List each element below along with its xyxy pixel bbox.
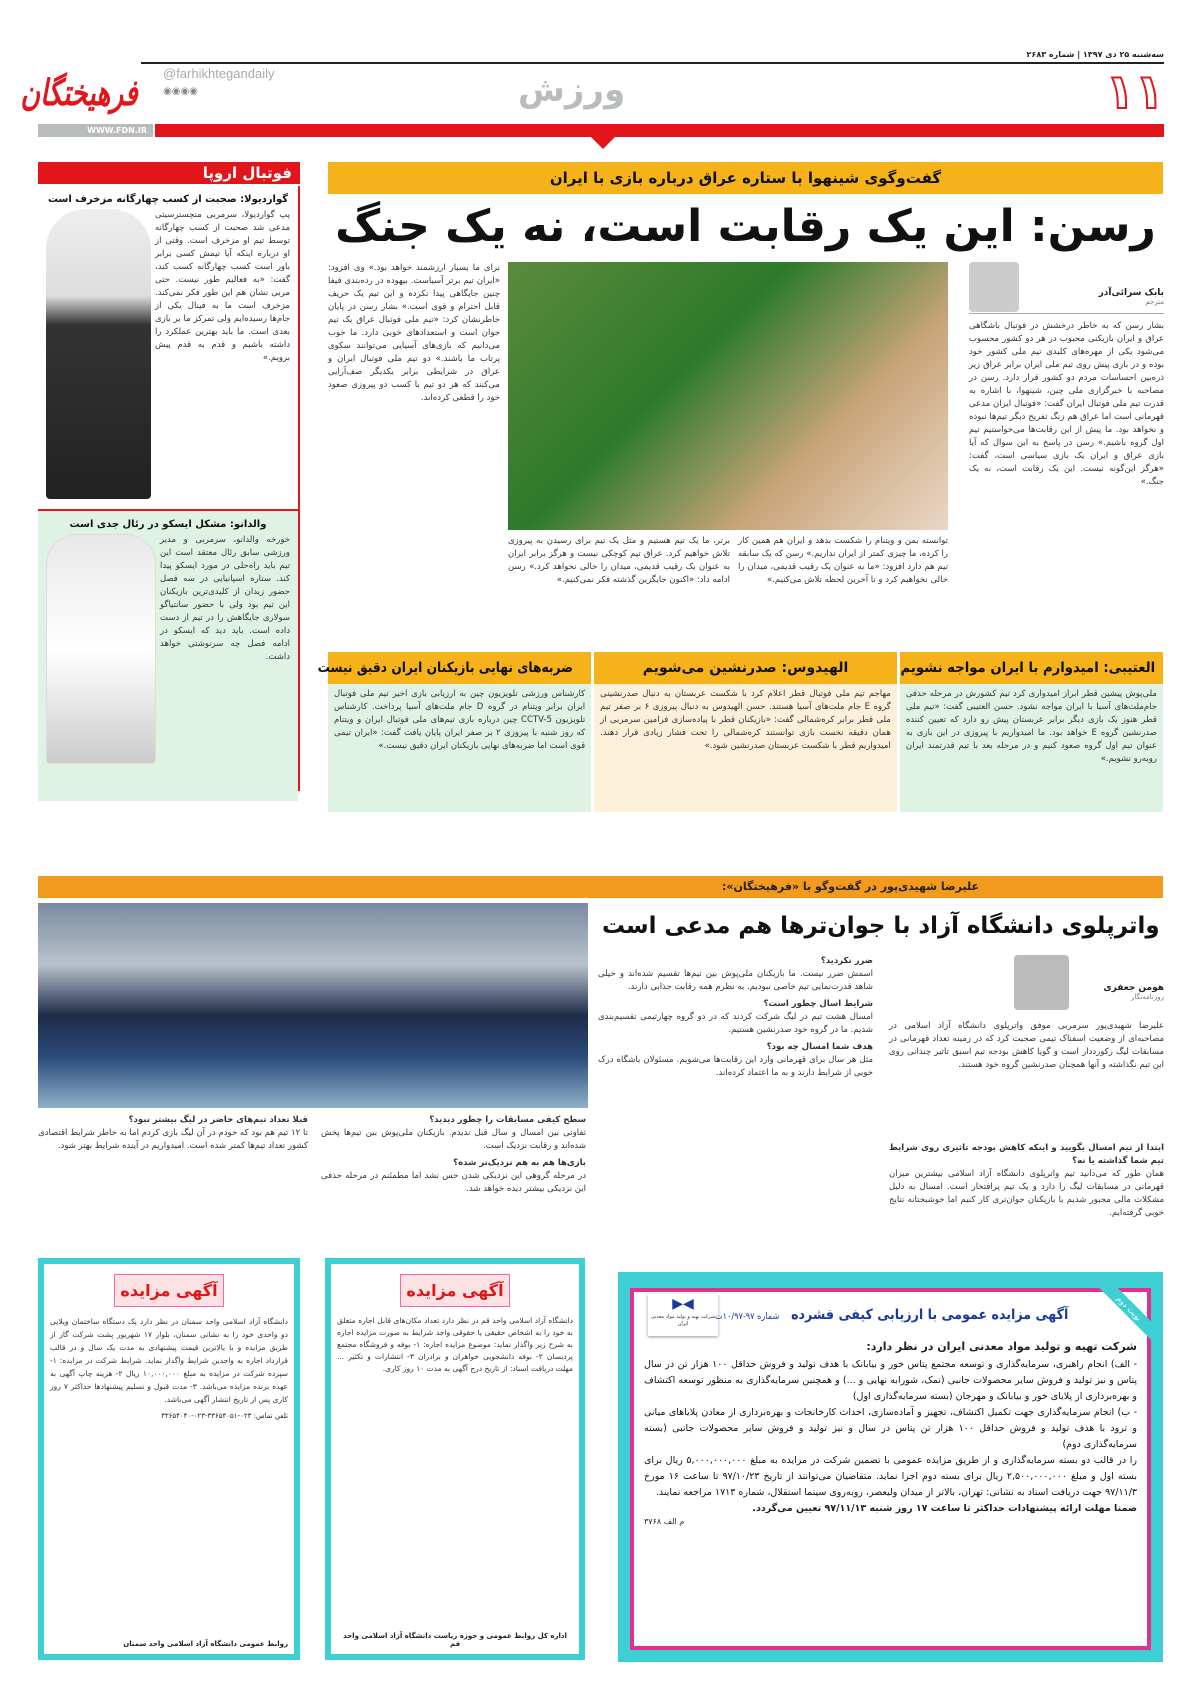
box-title-text: ضربه‌های نهایی بازیکنان ایران دقیق نیست	[317, 660, 573, 676]
main-col2: توانسته بمن و ویتنام را شکست بدهد و ایران هم همین کار را کرده، ما چیزی کمتر از ایران نداریم.» رسن که یک سابقه تیم هم دارد افزود: «ما به عنوان یک رقیب قدیمی، میدان را خالی نخواهیم کرد و تا آخرین لحظه تلاش می‌کنیم.»	[738, 536, 948, 585]
ad-title: آگهی مزایده	[114, 1274, 224, 1307]
ad-clause-b: - ب) انجام سرمایه‌گذاری جهت تکمیل اکتشاف، تجهیز و آماده‌سازی، احداث کارخانجات و بهره‌برداری از معادن پلایاهای میانی و ترود با هدف تولید و فروش حداقل ۱۰۰ هزار تن پتاس در سال و نیز تولید و فروش سایر محصولات جانبی (بسته سرمایه‌گذاری دوم)	[644, 1407, 1138, 1450]
europe-item1-body: پپ گواردیولا، سرمربی منچسترسیتی مدعی شد صحبت از کسب چهارگانه توسط تیم او مزخرف است. وقتی از او درباره اینکه آیا تیمش کسی برابر باور است کسب چهارگانه کسب کند، گفت: «به فعالیم طور نیست. حتی مربی نشان هم این طور فکر نمی‌کند. مزخرف است ما به فینال یکی از جام‌ها رسیده‌ایم ولی تمرکز ما بر بازی بعدی است. ما باید بهترین عملکرد را داشته باشیم و قدم به قدم پیش برویم.»	[155, 210, 290, 363]
box-hidous	[594, 652, 897, 812]
main-kicker: گفت‌وگوی شینهوا با ستاره عراق درباره بازی با ایران	[549, 169, 942, 187]
main-headline	[328, 198, 1163, 256]
answer: همان طور که می‌دانید تیم واترپلوی دانشگاه آزاد اسلامی بیشترین میزان قهرمانی در مسابقات لیگ را دارد و یک تیم پرافتخار است. امسال به دلیل مشکلات مالی مجبور شدیم با بازیکنان جوان‌تری کار کنیم اما خوشبختانه نتایج خوبی گرفته‌ایم.	[889, 1169, 1164, 1218]
issue-date: سه‌شنبه ۲۵ دی ۱۳۹۷ | شماره ۲۶۸۳	[1026, 50, 1164, 59]
ad-org: شرکت تهیه و تولید مواد معدنی ایران	[650, 1314, 716, 1327]
logo-text: فرهیختگان	[20, 72, 138, 114]
website[interactable]: WWW.FDN.IR	[87, 126, 147, 135]
europe-item2-body: خورخه والدانو، سرمربی و مدیر ورزشی سابق رئال معتقد است این تیم باید راه‌حلی در مورد ایسکو پیدا کند. ستاره اسپانیایی در سه فصل حضور زیدان از کلیدی‌ترین بازیکنان این تیم بود ولی با حضور سانتیاگو سولاری جایگاهش را در تیم از دست داده است. باید دید که ایسکو در ادامه فصل چه سرنوشتی خواهد داشت.	[160, 535, 290, 662]
ad-deadline: ضمنا مهلت ارائه پیشنهادات حداکثر تا ساعت ۱۷ روز شنبه ۹۷/۱۱/۱۳ تعیین می‌گردد.	[752, 1503, 1137, 1514]
social-icons: ◉◉◉◉	[163, 86, 198, 97]
waterpolo-col3	[321, 1114, 586, 1250]
logo[interactable]	[20, 64, 158, 122]
guardiola-photo	[46, 209, 151, 499]
box-body: ملی‌پوش پیشین قطر ابراز امیدواری کرد تیم کشورش در مرحله حذفی جام‌ملت‌های آسیا با ایران مواجه نشود. حسن العتیبی گفت: «تیم ملی قطر هنوز یک بازی دیگر برابر عربستان پیش رو دارد که تعیین کننده صدرنشین گروه E خواهد بود. ما امیدواریم با پیروزی در این بازی به عنوان تیم اول گروه صعود کنیم و در مرحله بعد با تیم قدرتمند ایران روبه‌رو نشویم.»	[905, 689, 1157, 764]
answer: در مرحله گروهی این نزدیکی شدن حس نشد اما مطمئنم در مرحله حذفی این نزدیکی بیشتر دیده خواهد شد.	[321, 1171, 586, 1194]
question: شرایط اسال چطور است؟	[763, 999, 873, 1009]
answer: اسمش ضرر نیست. ما بازیکنان ملی‌پوش بین تیم‌ها تقسیم شده‌اند و خیلی شاهد قدرت‌نمایی تیم خاصی نبودیم. به نظرم همه رقابت جذابی دارند.	[598, 969, 873, 992]
isco-photo	[46, 534, 156, 764]
waterpolo-col4	[38, 1114, 308, 1250]
author-photo	[969, 262, 1019, 312]
section-title: ورزش	[518, 70, 626, 110]
ad-logo: ◀▶ شرکت تهیه و تولید مواد معدنی ایران	[648, 1294, 718, 1336]
page-number: ۱۱	[1105, 64, 1164, 120]
semnan-auction-ad	[38, 1258, 300, 1660]
ad-clause-a: - الف) انجام راهبری، سرمایه‌گذاری و توسعه مجتمع پتاس خور و بیابانک با هدف تولید و فروش حداقل ۱۰۰ هزار تن در سال پتاس و نیز تولید و فروش سایر محصولات جانبی (نمک، شورابه نهایی و ...) و همچنین سرمایه‌گذاری به منظور توسعه اکتشاف و بهره‌برداری از پلایای خور و بیابانک و مهرجان (بسته سرمایه‌گذاری اول)	[644, 1359, 1137, 1402]
ad-code: م الف ۳۷۶۸	[644, 1517, 685, 1526]
europe-header	[38, 162, 300, 184]
ad-title-row	[714, 1302, 1087, 1326]
box-title-text: الهیدوس: صدرنشین می‌شویم	[642, 660, 849, 676]
question: قبلا تعداد تیم‌های حاضر در لیگ بیشتر نبود؟	[128, 1115, 308, 1125]
waterpolo-intro: علیرضا شهیدی‌پور سرمربی موفق واترپلوی دانشگاه آزاد اسلامی در مصاحبه‌ای از وضعیت اسفناک تیمی صحبت کرد که در زمینه تعداد قهرمانی در مسابقات لیگ رکورددار است و گویا کاهش بودجه تیم اسبق تاثیر چندانی روی این تیم نگذاشته و آنها همچنان صدرنشین گروه خود هستند.	[889, 1021, 1164, 1070]
ad-phone: تلفن تماس: ۰۲۳-۳۳۶۵۴۰۵۱-۰۲۳-۳۳۶۵۴۰۴۰	[161, 1412, 288, 1420]
europe-column	[38, 186, 300, 791]
big-auction-ad	[618, 1272, 1163, 1662]
qom-auction-ad	[325, 1258, 585, 1660]
main-col3: برتر، ما یک تیم هستیم و مثل یک تیم برای رسیدن به پیروزی تلاش خواهیم کرد. عراق تیم کوچکی نیست و هرگز برابر ایران به عنوان یک رقیب قدیمی، میدان را خالی نخواهد کرد.» رسن ادامه داد: «اکنون جایگزین گذشته فکر نمی‌کنیم.»	[508, 536, 730, 585]
ad-subtitle: شرکت تهیه و تولید مواد معدنی ایران در نظر دارد:	[866, 1340, 1137, 1353]
box-otaibi	[900, 652, 1163, 812]
europe-item1-title: گواردیولا: صحبت از کسب چهارگانه مزخرف است	[47, 194, 289, 205]
main-headline-text: رسن: این یک رقابت است، نه یک جنگ	[335, 201, 1156, 252]
ad-clause-c: را در قالب دو بسته سرمایه‌گذاری و از طریق مزایده عمومی با تضمین شرکت در مزایده به مبلغ ۵,۰۰۰,۰۰۰,۰۰۰ ریال برای بسته اول و مبلغ ۲,۵۰۰,۰۰۰,۰۰۰ ریال برای بسته دوم اجرا نماید. متقاضیان می‌توانند از تاریخ ۹۷/۱۰/۲۳ تا ساعت ۱۶ مورخ ۹۷/۱۱/۳ جهت دریافت اسناد به نشانی: تهران، بالاتر از میدان ولیعصر، روبه‌روی سینما استقلال، شماره ۱۷۱۳ مراجعه نمایند.	[644, 1455, 1138, 1498]
box-body: کارشناس ورزشی تلویزیون چین به ارزیابی بازی اخیر تیم ملی فوتبال ایران برابر ویتنام در گروه D جام ملت‌های آسیا پرداخت. کارشناس تلویزیون CCTV-5 چین درباره بازی تیم‌های ملی فوتبال ایران و ویتنام که روز شنبه با پیروزی ۲ بر صفر ایران پایان یافت گفت: «ایران تیمی قوی است اما ضربه‌های نهایی بازیکنان ایران دقیق نیست.»	[334, 689, 586, 751]
ad-number: شماره ۹۷-۱۰/۹۷ت	[714, 1312, 780, 1322]
box-title	[594, 652, 897, 684]
pointer-arrow	[591, 137, 615, 149]
waterpolo-kicker-bar	[38, 876, 1163, 898]
news-boxes	[317, 652, 1163, 812]
ad-body: دانشگاه آزاد اسلامی واحد قم در نظر دارد تعداد مکان‌های قابل اجاره متعلق به خود را به اشخاص حقیقی یا حقوقی واجد شرایط به صورت مزایده اجاره به شرح زیر واگذار نماید: موضوع مزایده اجاره: ۱- بوفه و فروشگاه مجتمع پردیسان ۲- بوفه دانشجویی خواهران و برادران ۳- انتشارات و تکثیر ... مهلت دریافت اسناد: از تاریخ درج آگهی به مدت ۱۰ روز کاری.	[337, 1316, 574, 1373]
ad-badge: نوبت دوم	[1096, 1276, 1162, 1342]
main-col1: بشار رسن که به خاطر درخشش در فوتبال باشگاهی عراق و ایران بازیکنی محبوب در هر دو کشور محسوب می‌شود یکی از مهره‌های کلیدی تیم ملی کشور خود بوده و در بازی پیش روی تیم ملی ایران برابر عراق زیر ذره‌بین احساسات مردم دو کشور قرار دارد. رسن در مصاحبه با خبرگزاری ملی چین، شینهوا، با اشاره به قدرت تیم ملی فوتبال ایران گفت: «فوتبال ایران مدعی قهرمانی است اما عراق هم زنگ تفریح دیگر تیم‌ها نبوده و نخواهد بود. ما پیش از این رقابت‌ها می‌خواستیم تیم اول گروه باشیم.» رسن در پاسخ به این سوال که آیا بازی عراق و ایران یک بازی سیاسی است، گفت: «هرگز این‌گونه نیست. این یک رقابت است، نه یک جنگ.»	[969, 321, 1164, 487]
main-kicker-bar	[328, 162, 1163, 194]
ad-title: آگهی مزایده عمومی با ارزیابی کیفی فشرده	[790, 1307, 1069, 1323]
box-title	[317, 652, 591, 684]
ad-footer: اداره کل روابط عمومی و حوزه ریاست دانشگاه آزاد اسلامی واحد قم	[343, 1632, 567, 1648]
author-role: مترجم	[1145, 298, 1164, 306]
header-red-bar	[155, 124, 1164, 137]
question: بازی‌ها هم به هم نزدیک‌تر شده؟	[453, 1158, 586, 1168]
iraq-players-photo	[508, 262, 948, 530]
website-bar	[38, 124, 153, 137]
box-title-text: العتیبی: امیدوارم با ایران مواجه نشویم	[900, 660, 1156, 676]
ad-title: آگهی مزایده	[400, 1274, 510, 1307]
author-box	[969, 262, 1164, 314]
waterpolo-headline-text: واترپلوی دانشگاه آزاد با جوان‌ترها هم مدعی است	[601, 913, 1160, 939]
waterpolo-photo	[38, 903, 588, 1108]
europe-title: فوتبال اروپا	[202, 164, 292, 182]
ad-body: دانشگاه آزاد اسلامی واحد سمنان در نظر دارد یک دستگاه ساختمان ویلایی دو واحدی خود را به نشانی سمنان، بلوار ۱۷ شهریور پشت شرکت گاز از طریق مزایده و با بالاترین قیمت پیشنهادی به مدت یک سال و در قالب قرارداد اجاره به واجدین شرایط واگذار نماید. شرایط شرکت در مزایده: ۱- سپرده شرکت در مزایده به مبلغ ۱۰,۰۰۰,۰۰۰ ریال ۲- هزینه چاپ آگهی به عهده برنده مزایده می‌باشد. ۳- مدت قبول و تسلیم پیشنهادها حداکثر ۷ روز کاری پس از تاریخ انتشار آگهی می‌باشد.	[50, 1317, 288, 1404]
question: سطح کیفی مسابقات را چطور دیدید؟	[429, 1115, 586, 1125]
author-role: روزنامه‌نگار	[1130, 993, 1164, 1001]
waterpolo-col2	[598, 955, 873, 1247]
social-handle[interactable]: @farhikhtegandaily	[163, 66, 275, 81]
box-title	[900, 652, 1163, 684]
waterpolo-kicker: علیرضا شهیدی‌پور در گفت‌وگو با «فرهیختگان»:	[721, 880, 980, 893]
author-name: بابک سرائی‌آذر	[1098, 288, 1164, 298]
author-name: هومن جعفری	[1103, 983, 1164, 993]
box-body: مهاجم تیم ملی فوتبال قطر اعلام کرد با شکست عربستان به دنبال صدرنشینی گروه E جام ملت‌های آسیا هستند. حسن الهیدوس به دنبال پیروزی ۶ بر صفر تیم ملی قطر برابر کره‌شمالی گفت: «بازیکنان قطر با پیاده‌سازی فرامین سرمربی از همان دقیقه نخست بازی توانستند کره‌شمالی را تحت فشار زیادی قرار دهند. امیدواریم قطر با شکست عربستان صدرنشین شود.»	[600, 689, 891, 751]
header-rule	[141, 62, 1164, 64]
waterpolo-col1	[889, 1142, 1164, 1246]
author-photo	[1014, 955, 1069, 1010]
europe-item2-title: والدانو: مشکل ایسکو در رئال جدی است	[69, 519, 267, 530]
main-col4: برای ما بسیار ارزشمند خواهد بود.» وی افزود: «ایران تیم برتر آسیاست. بیهوده در رده‌بندی فیفا چنین جایگاهی پیدا نکرده و این تیم یک حریف قابل احترام و قوی است.» بشار رسن در پایان خاطرنشان کرد: «تیم ملی فوتبال عراق یک تیم جوان است و استعدادهای خوبی دارد. ما خوب می‌دانیم که بازی‌های آسیایی می‌توانند سکوی پرتاب ما باشند.» دو تیم ملی فوتبال ایران و عراق در شرایطی برابر یکدیگر صف‌آرایی می‌کنند که هر دو تیم با کسب دو پیروزی صعود خود را قطعی کرده‌اند.	[328, 263, 500, 403]
box-final-shots	[317, 652, 591, 812]
answer: تا ۱۲ تیم هم بود که خودم در آن لیگ بازی کردم اما به خاطر شرایط اقتصادی کشور تعداد تیم‌ها کمتر شده است. امیدواریم در آینده شرایط بهتر شود.	[38, 1128, 308, 1151]
question: ضرر نکردید؟	[820, 956, 873, 966]
answer: امسال هشت تیم در لیگ شرکت کردند که در دو گروه چهارتیمی تقسیم‌بندی شدیم. ما در گروه خود صدرنشین هستیم.	[598, 1012, 873, 1035]
ad-footer: روابط عمومی دانشگاه آزاد اسلامی واحد سمنان	[123, 1640, 288, 1648]
question: هدف شما امسال چه بود؟	[766, 1042, 873, 1052]
waterpolo-headline	[598, 906, 1163, 946]
answer: تفاوتی بین امسال و سال قبل ندیدم. بازیکنان ملی‌پوش بین تیم‌ها پخش شده‌اند و رقابت نزدیک است.	[321, 1128, 586, 1151]
question: ابتدا از تیم امسال بگویید و اینکه کاهش بودجه تاثیری روی شرایط تیم شما گذاشته یا نه؟	[889, 1143, 1164, 1166]
waterpolo-author-box	[1014, 955, 1164, 1015]
answer: مثل هر سال برای قهرمانی وارد این رقابت‌ها می‌شویم. مسئولان باشگاه درک خوبی از شرایط دارند و به ما اعتماد کرده‌اند.	[598, 1055, 873, 1078]
